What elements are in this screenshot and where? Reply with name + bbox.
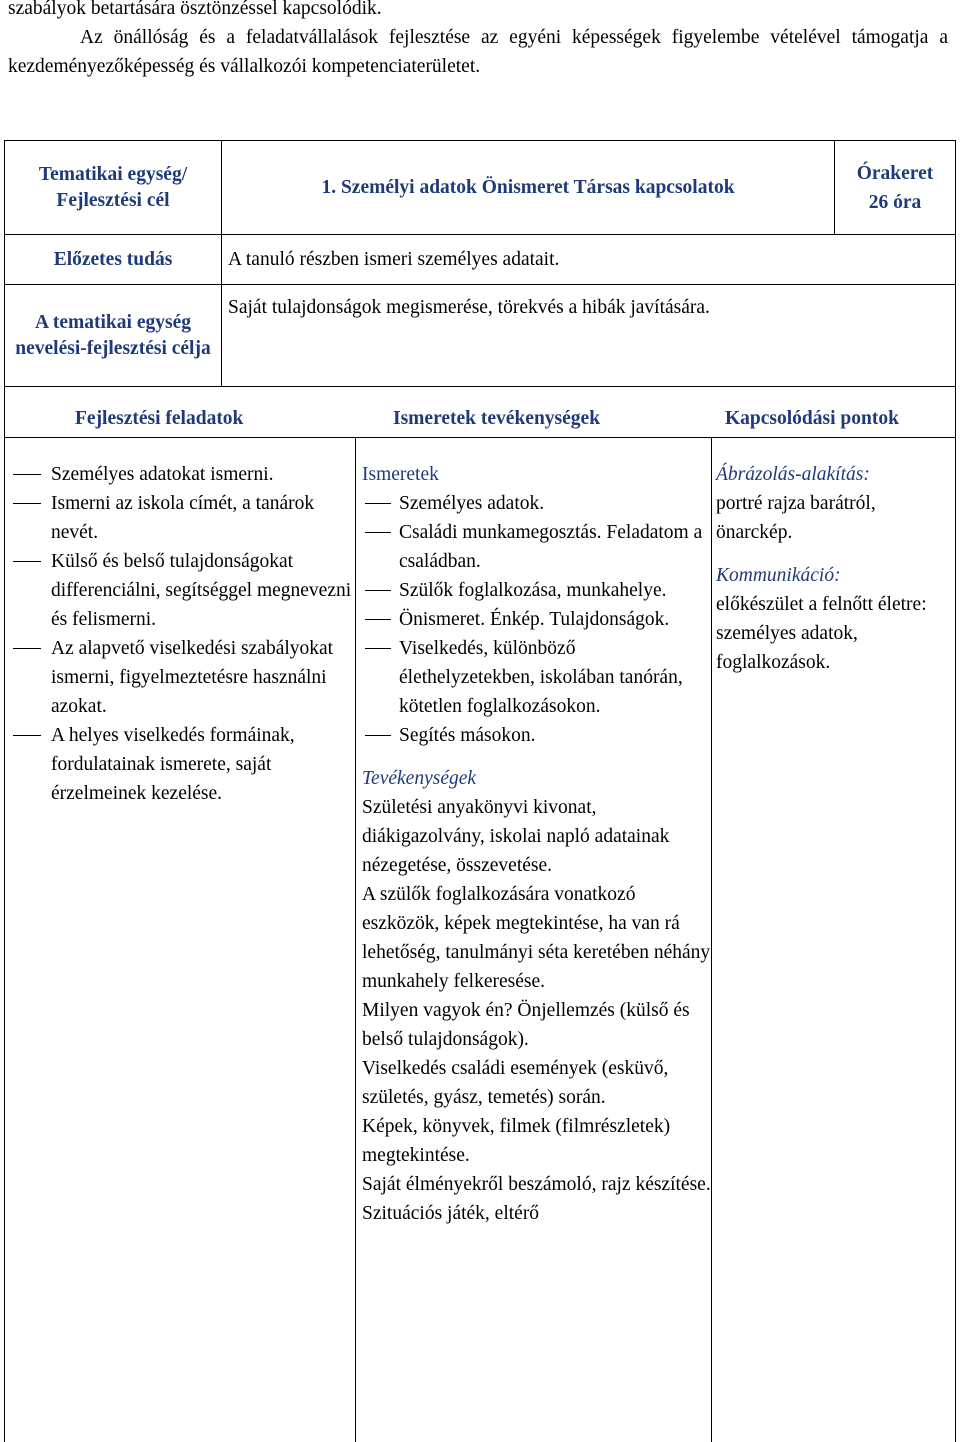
intro-paragraph: Az önállóság és a feladatvállalások fejlesztése az egyéni képességek figyelembe vételével támogatja a kezdeményezőképesség és vállalkozói kompetenciaterületet. bbox=[8, 27, 948, 77]
kapcsolodasi-column bbox=[716, 460, 954, 677]
column-divider bbox=[355, 438, 356, 1442]
abrazolas-text: portré rajza barátról, önarckép. bbox=[716, 493, 876, 543]
list-item: Külső és belső tulajdonságokat differenciálni, segítséggel megnevezni és felismerni. bbox=[9, 547, 355, 634]
ismeretek-column bbox=[362, 460, 712, 1228]
orakeret-label: Órakeret bbox=[856, 162, 934, 184]
col-header-kapcsolodasi: Kapcsolódási pontok bbox=[725, 408, 899, 429]
list-item: Segítés másokon. bbox=[362, 721, 712, 750]
tevekenyseg-paragraph: Milyen vagyok én? Önjellemzés (külső és belső tulajdonságok). bbox=[362, 1000, 690, 1050]
tevekenyseg-paragraph: Saját élményekről beszámoló, rajz készítése. bbox=[362, 1174, 711, 1195]
fejlesztesi-list bbox=[9, 460, 355, 808]
tevekenyseg-paragraph: Születési anyakönyvi kivonat, diákigazolvány, iskolai napló adatainak nézegetése, összevetése. bbox=[362, 797, 670, 876]
content-table bbox=[4, 438, 956, 1442]
list-item: Szülők foglalkozása, munkahelye. bbox=[362, 576, 712, 605]
tevekenyseg-paragraph: Képek, könyvek, filmek (filmrészletek) megtekintése. bbox=[362, 1116, 671, 1166]
orakeret-value: 26 óra bbox=[868, 191, 922, 213]
list-item: Személyes adatok. bbox=[362, 489, 712, 518]
label-nevelesi-cel: A tematikai egység nevelési-fejlesztési célja bbox=[5, 285, 222, 387]
ismeretek-heading: Ismeretek bbox=[362, 464, 439, 485]
ismeretek-list bbox=[362, 489, 712, 750]
intro-line: szabályok betartására ösztönzéssel kapcsolódik. bbox=[8, 0, 382, 19]
topic-title: 1. Személyi adatok Önismeret Társas kapcsolatok bbox=[222, 141, 835, 235]
list-item: Családi munkamegosztás. Feladatom a családban. bbox=[362, 518, 712, 576]
list-item: Az alapvető viselkedési szabályokat ismerni, figyelmeztetésre használni azokat. bbox=[9, 634, 355, 721]
orakeret-cell bbox=[835, 141, 956, 235]
label-elozetes-tudas: Előzetes tudás bbox=[5, 235, 222, 285]
tevekenyseg-paragraph: Szituációs játék, eltérő bbox=[362, 1203, 540, 1224]
tevekenysegek-heading: Tevékenységek bbox=[362, 768, 477, 789]
thematic-header-table bbox=[4, 140, 956, 387]
label-tematikai-egyseg: Tematikai egység/ Fejlesztési cél bbox=[5, 141, 222, 235]
intro-text bbox=[8, 0, 948, 81]
list-item: Személyes adatokat ismerni. bbox=[9, 460, 355, 489]
col-header-fejlesztesi: Fejlesztési feladatok bbox=[75, 408, 244, 429]
list-item: A helyes viselkedés formáinak, fordulatainak ismerete, saját érzelmeinek kezelése. bbox=[9, 721, 355, 808]
fejlesztesi-column bbox=[9, 460, 355, 808]
list-item: Önismeret. Énkép. Tulajdonságok. bbox=[362, 605, 712, 634]
list-item: Ismerni az iskola címét, a tanárok nevét. bbox=[9, 489, 355, 547]
col-header-ismeretek: Ismeretek tevékenységek bbox=[393, 408, 601, 429]
abrazolas-label: Ábrázolás-alakítás: bbox=[716, 464, 870, 485]
list-item: Viselkedés, különböző élethelyzetekben, iskolában tanórán, kötetlen foglalkozásokon. bbox=[362, 634, 712, 721]
kommunikacio-label: Kommunikáció: bbox=[716, 565, 841, 586]
nevelesi-cel-value: Saját tulajdonságok megismerése, törekvés a hibák javítására. bbox=[222, 285, 956, 387]
column-headers bbox=[4, 386, 956, 438]
tevekenyseg-paragraph: Viselkedés családi események (esküvő, születés, gyász, temetés) során. bbox=[362, 1058, 669, 1108]
tevekenyseg-paragraph: A szülők foglalkozására vonatkozó eszközök, képek megtekintése, ha van rá lehetőség, tanulmányi séta keretében néhány munkahely felkeresése. bbox=[362, 884, 711, 992]
elozetes-tudas-value: A tanuló részben ismeri személyes adatait. bbox=[222, 235, 956, 285]
kommunikacio-text: előkészület a felnőtt életre: személyes adatok, foglalkozások. bbox=[716, 594, 927, 673]
